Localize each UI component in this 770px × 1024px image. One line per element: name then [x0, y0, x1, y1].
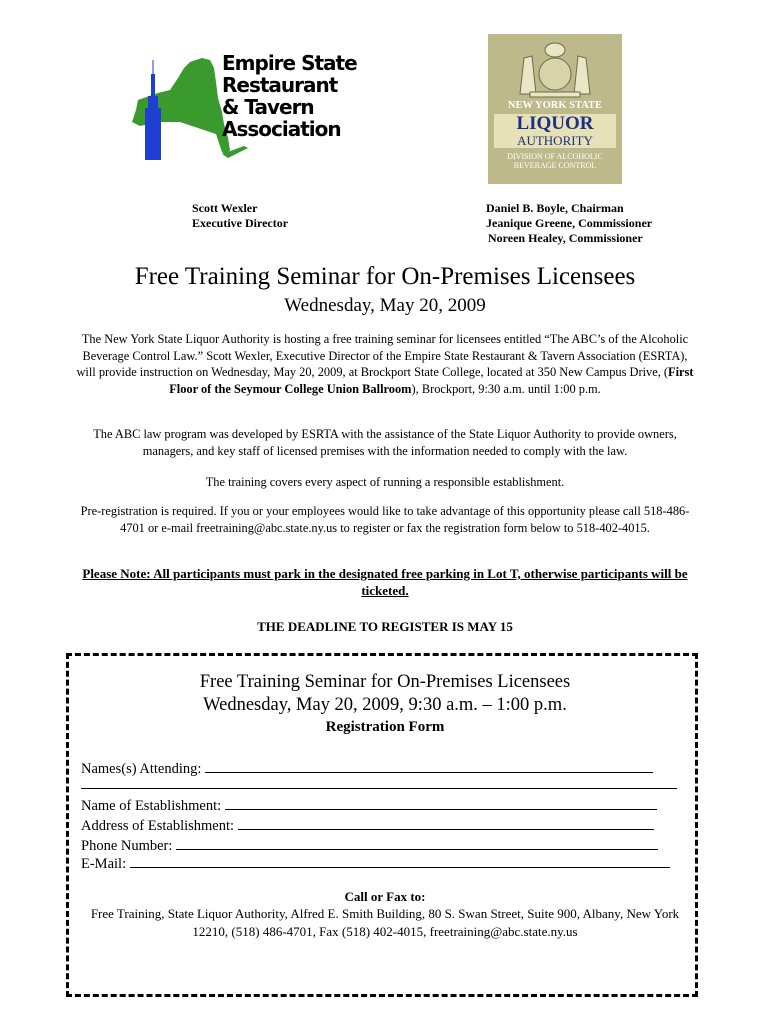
establishment-address-line[interactable]	[238, 815, 654, 830]
sla-logo-line: BEVERAGE CONTROL	[513, 161, 597, 170]
registration-title: Free Training Seminar for On-Premises Licensees	[199, 672, 571, 692]
phone-number-line[interactable]	[176, 835, 658, 850]
sla-logo-line: NEW YORK STATE	[507, 100, 603, 111]
deadline-notice: THE DEADLINE TO REGISTER IS MAY 15	[257, 619, 513, 634]
phone-number-label: Phone Number:	[81, 838, 173, 854]
esrta-logo	[118, 38, 358, 168]
esrta-officer	[192, 201, 288, 231]
names-attending-line[interactable]	[205, 758, 653, 773]
establishment-name-line[interactable]	[225, 795, 657, 810]
commissioner-line: Noreen Healey, Commissioner	[488, 231, 643, 245]
state-seal-icon	[510, 38, 600, 98]
esrta-logo-line: Restaurant	[222, 73, 338, 97]
officer-name: Scott Wexler	[192, 201, 258, 215]
seminar-date: Wednesday, May 20, 2009	[284, 295, 486, 316]
names-attending-extra-line[interactable]	[81, 788, 677, 789]
commissioner-line: Jeanique Greene, Commissioner	[486, 216, 653, 230]
phone-number-field[interactable]	[81, 835, 658, 855]
call-or-fax-label: Call or Fax to:	[344, 889, 426, 904]
establishment-name-label: Name of Establishment:	[81, 798, 222, 814]
registration-time: Wednesday, May 20, 2009, 9:30 a.m. – 1:00 p.m.	[203, 695, 567, 715]
email-line[interactable]	[130, 853, 670, 868]
coverage-paragraph: The training covers every aspect of running a responsible establishment.	[205, 475, 565, 489]
sla-logo-line: LIQUOR	[516, 113, 594, 134]
nysla-logo	[488, 34, 622, 184]
sla-officers	[486, 201, 652, 246]
parking-note: Please Note: All participants must park in the designated free parking in Lot T, otherwise participants will be ticketed.	[82, 566, 688, 598]
officer-title: Executive Director	[192, 216, 289, 230]
esrta-logo-line: Association	[222, 117, 341, 141]
page-title: Free Training Seminar for On-Premises Licensees	[134, 263, 636, 290]
names-attending-field[interactable]	[81, 758, 653, 778]
intro-location: First Floor of the Seymour College Union Ballroom	[169, 365, 694, 396]
establishment-name-field[interactable]	[81, 795, 657, 815]
establishment-address-field[interactable]	[81, 815, 654, 835]
intro-text: ), Brockport, 9:30 a.m. until 1:00 p.m.	[411, 381, 601, 396]
commissioner-line: Daniel B. Boyle, Chairman	[486, 201, 624, 215]
sla-logo-line: AUTHORITY	[517, 133, 593, 148]
esrta-logo-line: & Tavern	[222, 95, 314, 119]
intro-paragraph	[75, 331, 695, 397]
intro-text: The New York State Liquor Authority is hosting a free training seminar for licensees entitled “The ABC’s of the Alcoholic Beverage Control Law.” Scott Wexler, Executive Director of the Empire State Restaurant & Tavern Association (ESRTA), will provide instruction on Wednesday, May 20, 2009, at Brockport State College, located at 350 New Campus Drive, (	[76, 332, 689, 379]
preregistration-paragraph: Pre-registration is required. If you or your employees would like to take advantage of this opportunity please call 518-486-4701 or e-mail freetraining@abc.state.ny.us to register or fax the registration form below to 518-402-4015.	[80, 504, 690, 535]
esrta-logo-line: Empire State	[222, 51, 357, 75]
email-field[interactable]	[81, 853, 670, 873]
sla-logo-line: DIVISION OF ALCOHOLIC	[507, 152, 603, 161]
establishment-address-label: Address of Establishment:	[81, 818, 235, 834]
registration-form-title: Registration Form	[325, 719, 445, 735]
names-attending-label: Names(s) Attending:	[81, 761, 202, 777]
program-paragraph: The ABC law program was developed by ESRTA with the assistance of the State Liquor Authority to provide owners, managers, and key staff of licensed premises with the information needed to comply with the law.	[93, 427, 677, 458]
contact-address: Free Training, State Liquor Authority, Alfred E. Smith Building, 80 S. Swan Street, Suite 900, Albany, New York 12210, (518) 486-4701, Fax (518) 402-4015, freetraining@abc.state.ny.us	[90, 906, 680, 939]
email-label: E-Mail:	[81, 856, 127, 872]
